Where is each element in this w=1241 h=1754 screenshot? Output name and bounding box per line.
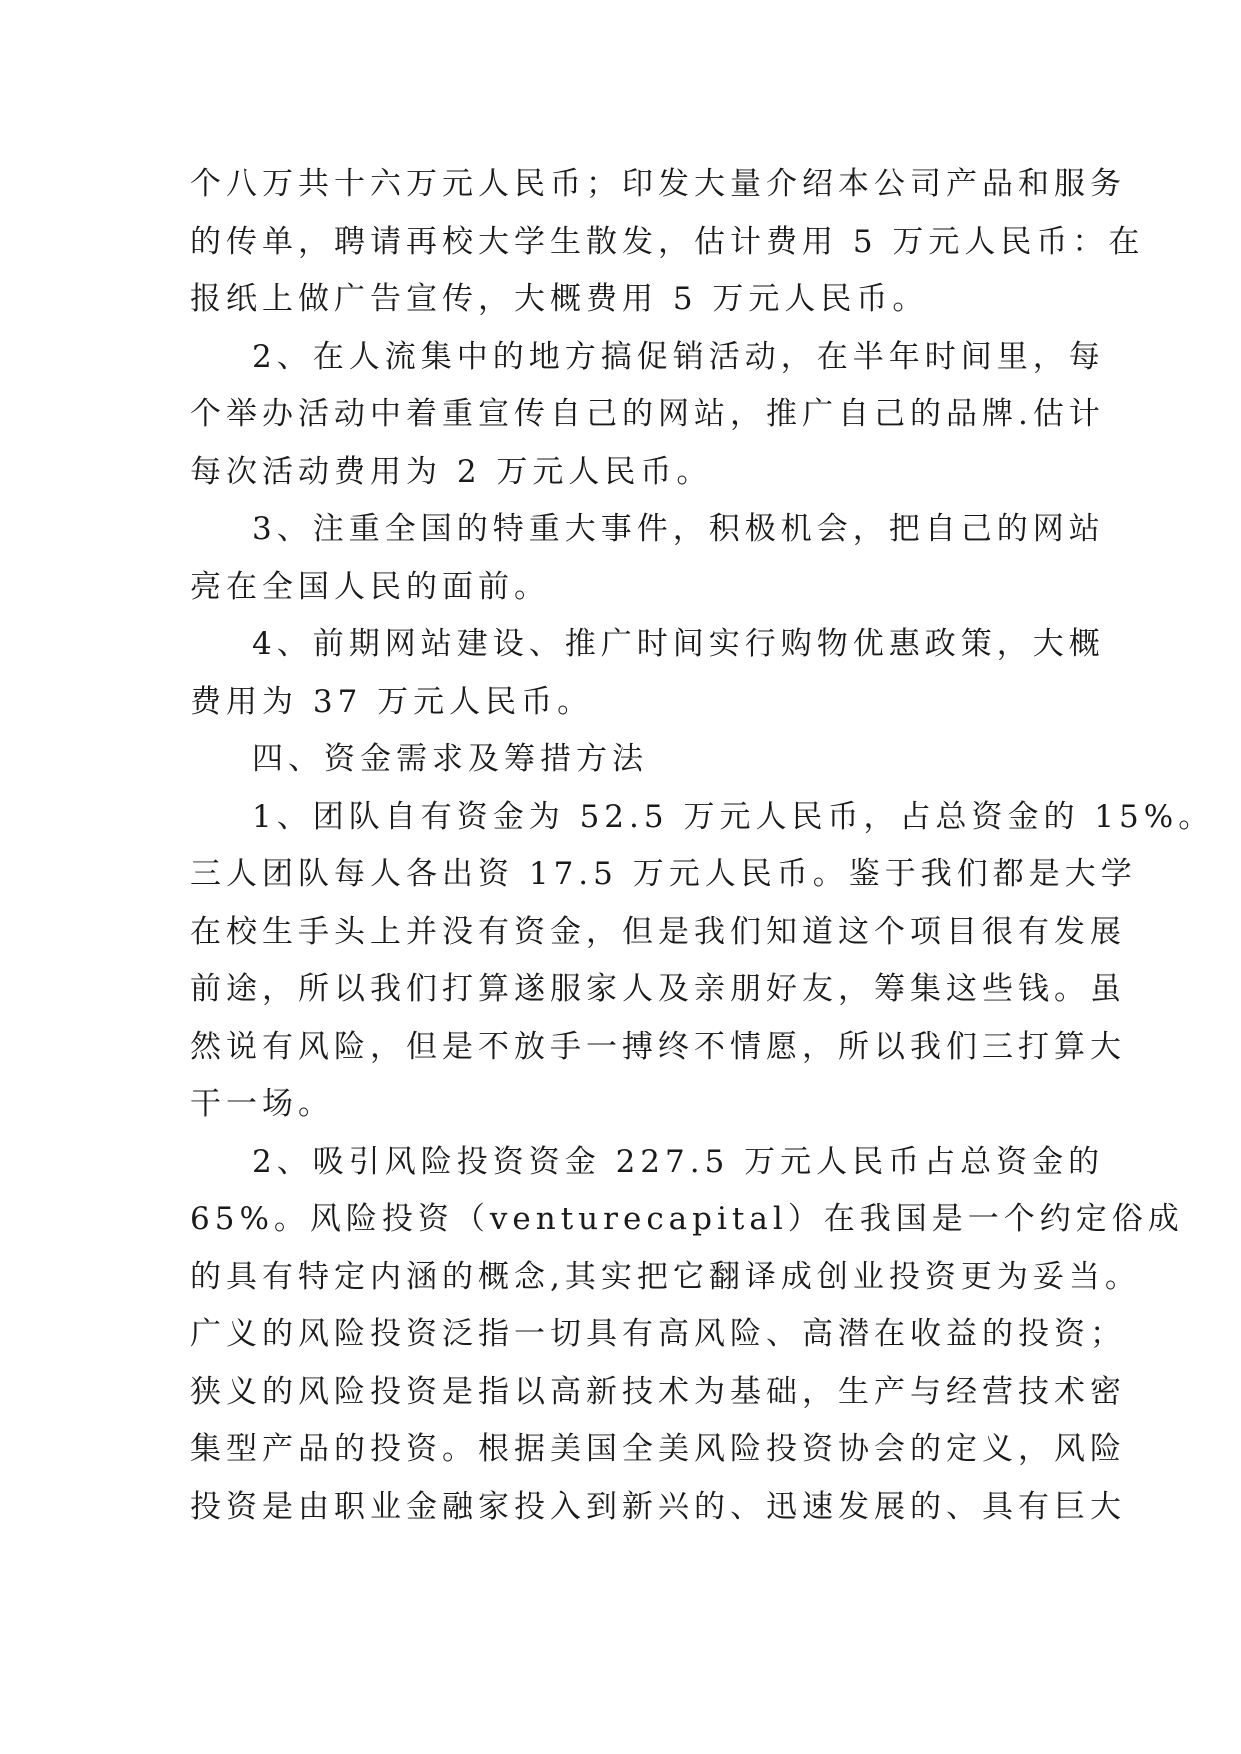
text-line: 前途，所以我们打算遂服家人及亲朋好友，筹集这些钱。虽	[190, 971, 1126, 1007]
text-line: 广义的风险投资泛指一切具有高风险、高潜在收益的投资；	[190, 1316, 1126, 1352]
text-line: 1、团队自有资金为 52.5 万元人民币，占总资金的 15%。	[252, 798, 1215, 835]
text-line: 在校生手头上并没有资金，但是我们知道这个项目很有发展	[190, 913, 1126, 950]
text-line: 三人团队每人各出资 17.5 万元人民币。鉴于我们都是大学	[190, 856, 1137, 892]
text-line: 集型产品的投资。根据美国全美风险投资协会的定义，风险	[190, 1431, 1126, 1467]
text-line: 四、资金需求及筹措方法	[252, 741, 648, 777]
text-line: 报纸上做广告宣传，大概费用 5 万元人民币。	[190, 281, 929, 317]
text-line: 的具有特定内涵的概念,其实把它翻译成创业投资更为妥当。	[190, 1258, 1141, 1295]
body-text	[190, 156, 1215, 1536]
text-line: 狭义的风险投资是指以高新技术为基础，生产与经营技术密	[190, 1373, 1126, 1410]
text-line: 4、前期网站建设、推广时间实行购物优惠政策，大概	[252, 626, 1105, 662]
text-line: 每次活动费用为 2 万元人民币。	[190, 453, 713, 490]
text-line: 投资是由职业金融家投入到新兴的、迅速发展的、具有巨大	[190, 1488, 1126, 1525]
text-line: 个举办活动中着重宣传自己的网站，推广自己的品牌.估计	[190, 396, 1105, 432]
text-line: 的传单，聘请再校大学生散发，估计费用 5 万元人民币：在	[190, 223, 1145, 260]
text-line: 然说有风险，但是不放手一搏终不情愿，所以我们三打算大	[190, 1028, 1126, 1065]
text-line: 费用为 37 万元人民币。	[190, 683, 594, 720]
text-line: 3、注重全国的特重大事件，积极机会，把自己的网站	[252, 511, 1105, 547]
text-line: 2、吸引风险投资资金 227.5 万元人民币占总资金的	[252, 1143, 1105, 1180]
text-line: 亮在全国人民的面前。	[190, 568, 550, 605]
text-line: 65%。风险投资（venturecapital）在我国是一个约定俗成	[190, 1201, 1184, 1237]
text-line: 2、在人流集中的地方搞促销活动，在半年时间里，每	[252, 338, 1105, 375]
text-line: 个八万共十六万元人民币；印发大量介绍本公司产品和服务	[190, 166, 1126, 202]
text-line: 干一场。	[190, 1086, 334, 1122]
